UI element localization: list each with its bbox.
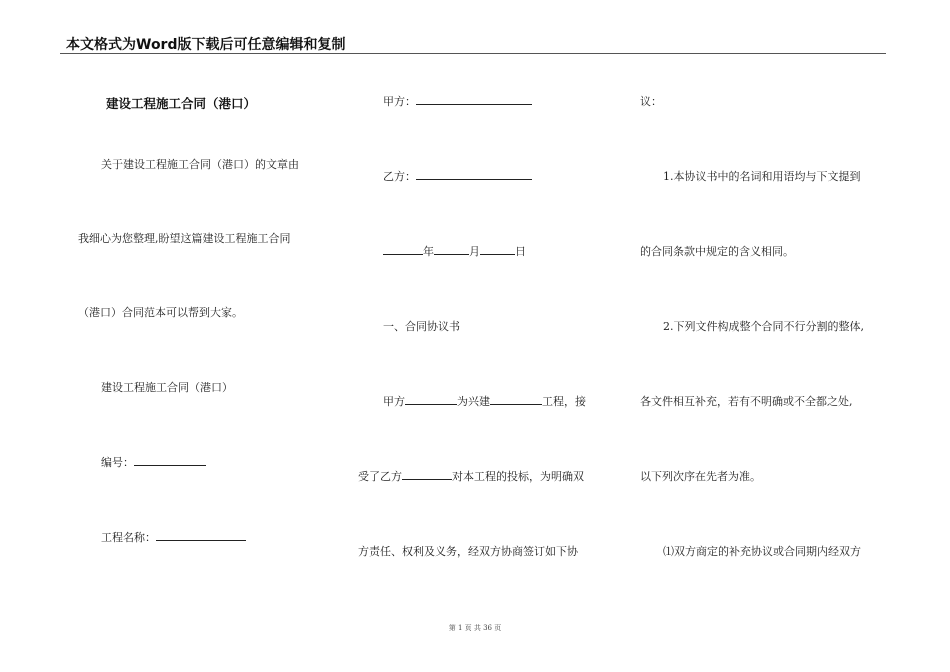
date-field — [383, 243, 526, 259]
agreement-line-2-part-a: 受了乙方 — [358, 470, 402, 483]
contract-subtitle: 建设工程施工合同（港口） — [101, 381, 233, 394]
contract-number-field — [101, 454, 206, 470]
agreement-line-2-part-b: 对本工程的投标，为明确双 — [452, 470, 584, 483]
clause-line-3: 的合同条款中规定的含义相同。 — [640, 245, 794, 258]
intro-line-3: （港口）合同范本可以帮到大家。 — [78, 306, 243, 319]
party-b-name-blank — [402, 469, 452, 480]
clause-line-6: 以下列次序在先者为准。 — [640, 470, 761, 483]
download-notice-header: 本文格式为Word版下载后可任意编辑和复制 — [66, 37, 346, 53]
party-a-field — [383, 93, 532, 109]
section-heading-agreement: 一、合同协议书 — [383, 320, 460, 333]
contract-number-label: 编号： — [101, 456, 134, 469]
month-blank — [434, 244, 469, 255]
clause-line-1: 议： — [640, 95, 662, 108]
project-name-field — [101, 529, 246, 545]
agreement-line-1 — [383, 393, 586, 409]
day-blank — [480, 244, 515, 255]
clause-line-2: 1.本协议书中的名词和用语均与下文提到 — [663, 170, 861, 183]
intro-line-1: 关于建设工程施工合同（港口）的文章由 — [101, 158, 299, 171]
agreement-line-1-part-b: 为兴建 — [457, 395, 490, 408]
party-a-name-blank — [405, 394, 457, 405]
agreement-line-1-part-c: 工程，接 — [542, 395, 586, 408]
project-name-blank — [156, 530, 246, 541]
party-a-blank — [416, 94, 532, 105]
party-a-label: 甲方： — [383, 95, 416, 108]
header-divider — [60, 53, 886, 54]
agreement-line-1-part-a: 甲方 — [383, 395, 405, 408]
month-label: 月 — [469, 245, 480, 258]
party-b-blank — [416, 169, 532, 180]
party-b-field — [383, 168, 532, 184]
contract-title: 建设工程施工合同（港口） — [106, 96, 257, 111]
clause-line-5: 各文件相互补充，若有不明确或不全都之处, — [640, 395, 853, 408]
intro-line-2: 我细心为您整理,盼望这篇建设工程施工合同 — [78, 232, 291, 245]
year-blank — [383, 244, 423, 255]
agreement-line-2 — [358, 468, 584, 484]
agreement-line-3: 方责任、权利及义务，经双方协商签订如下协 — [358, 545, 578, 558]
clause-line-7: ⑴双方商定的补充协议或合同期内经双方 — [663, 545, 861, 558]
page-number-footer: 第 1 页 共 36 页 — [448, 624, 502, 632]
contract-number-blank — [134, 455, 206, 466]
party-b-label: 乙方： — [383, 170, 416, 183]
clause-line-4: 2.下列文件构成整个合同不行分割的整体, — [663, 320, 864, 333]
project-name-label: 工程名称： — [101, 531, 156, 544]
year-label: 年 — [423, 245, 434, 258]
day-label: 日 — [515, 245, 526, 258]
project-blank — [490, 394, 542, 405]
